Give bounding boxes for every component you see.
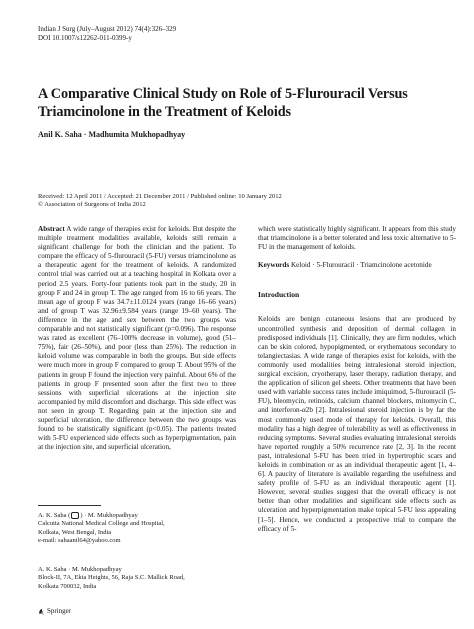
abstract-continuation: which were statistically highly significant. It appears from this study that triamcinolone is a better tolerated and less toxic alternative to 5-FU in the management of keloids. bbox=[258, 225, 456, 252]
introduction-text: Keloids are benign cutaneous lesions that are produced by uncontrolled synthesis and deposition of dermal collagen in predisposed individuals [1]. Clinically, they are firm nodules, which can be skin colored, hypopigmented, or erythematous secondary to telangiectasias. A wide range of therapies exist for keloids, with the commonly used modalities being intralesional steroid injection, surgical excision, cryotherapy, laser therapy, radiation therapy, and the application of silicon gel sheets. Other treatments that have been used with variable success rates include imiquimod, 5-flurouracil (5-FU), bleomycin, retinoids, calcium channel blockers, mitomycin C, and interferon-α2b [2]. Intralesional steroid injection is by far the most commonly used mode of therapy for keloids. Overall, this modality has a high degree of tolerability as well as effectiveness in reducing symptoms. Several studies evaluating intralesional steroids have reported roughly a 50% recurrence rate [2, 3]. In the recent past, intralesional 5-FU has been tried in hypertrophic scars and keloids in combination or as an individual therapeutic agent [1, 4–6]. A paucity of literature is available regarding the usefulness and safety profile of 5-FU as an individual therapeutic agent [1]. However, several studies suggest that the overall efficacy is not better than other modalities and significant side effects such as ulceration and hyperpigmentation make topical 5-FU less appealing [1–5]. Hence, we conducted a prospective trial to compare the efficacy of 5- bbox=[258, 315, 456, 533]
abstract-text: A wide range of therapies exist for keloids. But despite the multiple treatment modalities available, keloids still remain a significant challenge for both the clinician and the patient. To compare the efficacy of 5-flurouracil (5-FU) versus triamcinolone as a therapeutic agent for the treatment of keloids. A randomized control trial was carried out at a teaching hospital in Kolkata over a period 2.5 years. Forty-four patients took part in the study, 20 in group F and 24 in group T. The age ranged from 16 to 66 years. The mean age of group F was 34.7±11.0124 years (range 16–66 years) and of group T was 32.96±9.584 years (range 19–60 years). The difference in the age and sex between the two groups was comparable and not statistically significant (p=0.096). The response was rated as excellent (76–100% decrease in volume), good (51–75%), fair (26–50%), and poor (less than 25%). The reduction in keloid volume was comparable in both the groups. But side effects were much more in group F compared to group T. About 95% of the patients in group F found the injection very painful. About 6% of the patients in group F presented soon after the first two to three sessions with superficial ulcerations at the injection site accompanied by mild discomfort and discharge. This side effect was not seen in group T. Regarding pain at the injection site and superficial ulceration, the difference between the two groups was found to be statistically significant (p<0.05). The patients treated with 5-FU experienced side effects such as hyperpigmentation, pain at the injection site, and superficial ulceration, bbox=[38, 225, 236, 452]
author-1-rest: · M. Mukhopadhyay bbox=[84, 512, 138, 519]
publisher-name: Springer bbox=[47, 607, 72, 615]
envelope-icon bbox=[71, 512, 79, 519]
abstract-paragraph bbox=[38, 225, 236, 452]
abstract-label: Abstract bbox=[38, 225, 65, 233]
keywords-label: Keywords bbox=[258, 261, 290, 270]
author-list: Anil K. Saha · Madhumita Mukhopadhyay bbox=[38, 130, 186, 139]
address-line: Block-II, 7A, Ekta Heights, 56, Raja S.C. Mallick Road, bbox=[38, 574, 185, 582]
institution-line: Calcutta National Medical College and Hospital, bbox=[38, 520, 165, 528]
doi-line: DOI 10.1007/s12262-011-0399-y bbox=[38, 33, 132, 42]
journal-citation: Indian J Surg (July–August 2012) 74(4):326–329 bbox=[38, 25, 177, 33]
received-accepted-line: Received: 12 April 2011 / Accepted: 21 December 2011 / Published online: 10 January 2012 bbox=[38, 193, 282, 200]
copyright-line: © Association of Surgeons of India 2012 bbox=[38, 201, 146, 209]
left-column bbox=[38, 225, 236, 452]
journal-header bbox=[38, 25, 176, 42]
keywords-paragraph bbox=[258, 261, 456, 270]
affiliation-block-2 bbox=[38, 566, 238, 591]
address-city: Kolkata 700032, India bbox=[38, 582, 97, 590]
author-names-2: A. K. Saha · M. Mukhopadhyay bbox=[38, 566, 122, 573]
affiliation-block-1 bbox=[38, 512, 238, 545]
right-column bbox=[258, 225, 456, 534]
corresponding-author-line: A. K. Saha ( ) · M. Mukhopadhyay bbox=[38, 512, 138, 519]
author-email[interactable]: e-mail: sahaanil64@yahoo.com bbox=[38, 536, 121, 544]
publication-dates bbox=[38, 193, 282, 209]
footnote-divider bbox=[38, 505, 101, 506]
institution-city: Kolkata, West Bengal, India bbox=[38, 528, 112, 536]
introduction-heading: Introduction bbox=[258, 290, 300, 300]
author-1-name: A. K. Saha bbox=[38, 512, 67, 519]
keywords-text: Keloid · 5-Flurouracil · Triamcinolone acetonide bbox=[290, 261, 432, 270]
page-footer bbox=[38, 607, 71, 615]
springer-logo-icon bbox=[38, 608, 45, 615]
article-title: A Comparative Clinical Study on Role of 5-Flurouracil Versus Triamcinolone in the Treatment of Keloids bbox=[38, 86, 408, 120]
